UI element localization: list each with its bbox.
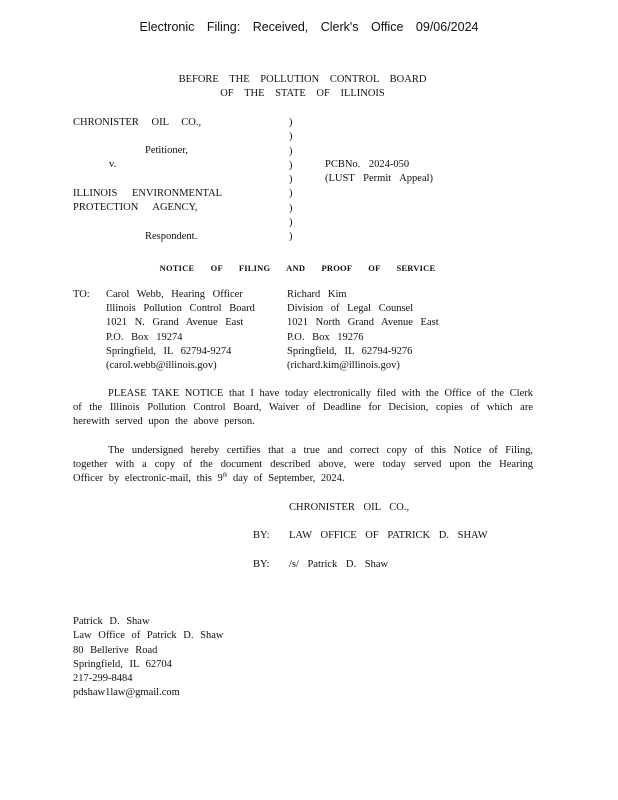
case-number-block: [325, 158, 433, 186]
certification-text: The undersigned hereby certifies that a true and correct copy of this Notice of Filing, together with a copy of the document described above, were today served upon the Hearing Officer by electronic-mail, this 9: [73, 445, 533, 484]
recipient-block-2: [287, 288, 439, 373]
paren: ): [289, 145, 293, 157]
signature-firm: LAW OFFICE OF PATRICK D. SHAW: [289, 530, 488, 541]
attorney-firm: Law Office of Patrick D. Shaw: [73, 630, 224, 642]
recipient-org: Division of Legal Counsel: [287, 303, 414, 315]
case-number: PCBNo. 2024-050: [325, 159, 410, 170]
paren: ): [289, 117, 293, 128]
attorney-street: 80 Bellerive Road: [73, 644, 158, 656]
certification-date-text: day of September, 2024.: [227, 473, 345, 484]
paren: ): [289, 217, 293, 229]
notice-paragraph: [73, 387, 533, 429]
case-type: (LUST Permit Appeal): [325, 173, 434, 184]
recipient-email: (carol.webb@illinois.gov): [106, 359, 217, 371]
attorney-city: Springfield, IL 62704: [73, 658, 172, 670]
attorney-email: pdshaw1law@gmail.com: [73, 687, 180, 699]
to-label: TO:: [73, 289, 90, 300]
recipient-city: Springfield, IL 62794-9274: [106, 345, 232, 357]
recipient-city: Springfield, IL 62794-9276: [287, 345, 413, 357]
attorney-contact-block: [73, 615, 223, 701]
paren: ): [289, 188, 293, 200]
paren: ): [289, 131, 293, 143]
paren: ): [289, 174, 293, 186]
date-ordinal-suffix: th: [222, 472, 228, 479]
by-label-1: BY:: [253, 530, 270, 541]
respondent-line1: ILLINOIS ENVIRONMENTAL: [73, 188, 223, 199]
recipient-street: 1021 North Grand Avenue East: [287, 317, 439, 329]
recipient-name: Richard Kim: [287, 289, 347, 300]
recipient-pobox: P.O. Box 19276: [287, 331, 364, 343]
recipient-street: 1021 N. Grand Avenue East: [106, 317, 244, 329]
certification-paragraph: [73, 444, 533, 486]
paren: ): [289, 202, 293, 214]
petitioner-role: Petitioner,: [145, 145, 189, 156]
paren: ): [289, 159, 293, 171]
notice-title: NOTICE OF FILING AND PROOF OF SERVICE: [159, 263, 436, 273]
court-title-line2: OF THE STATE OF ILLINOIS: [220, 88, 385, 99]
paren: ): [289, 231, 293, 243]
electronic-signature: /s/ Patrick D. Shaw: [289, 559, 389, 570]
petitioner-name: CHRONISTER OIL CO.,: [73, 117, 202, 128]
signature-party: CHRONISTER OIL CO.,: [289, 502, 410, 513]
by-label-2: BY:: [253, 559, 270, 570]
respondent-role: Respondent.: [145, 231, 198, 242]
recipient-block-1: [106, 288, 255, 373]
recipient-email: (richard.kim@illinois.gov): [287, 359, 400, 371]
recipient-org: Illinois Pollution Control Board: [106, 303, 255, 315]
versus-label: v.: [109, 159, 117, 170]
notice-paragraph-text: PLEASE TAKE NOTICE that I have today electronically filed with the Office of the Clerk of the Illinois Pollution Control Board, Waiver of Deadline for Decision, copies of which are herewith served upon the above person.: [73, 388, 533, 427]
respondent-line2: PROTECTION AGENCY,: [73, 202, 198, 213]
recipient-pobox: P.O. Box 19274: [106, 331, 183, 343]
recipient-name: Carol Webb, Hearing Officer: [106, 289, 243, 300]
court-title: [0, 73, 605, 101]
attorney-name: Patrick D. Shaw: [73, 616, 150, 627]
caption-parentheses: [289, 116, 299, 245]
court-title-line1: BEFORE THE POLLUTION CONTROL BOARD: [178, 74, 427, 85]
filing-stamp: Electronic Filing: Received, Clerk's Office 09/06/2024: [139, 20, 479, 34]
attorney-phone: 217-299-8484: [73, 673, 133, 685]
